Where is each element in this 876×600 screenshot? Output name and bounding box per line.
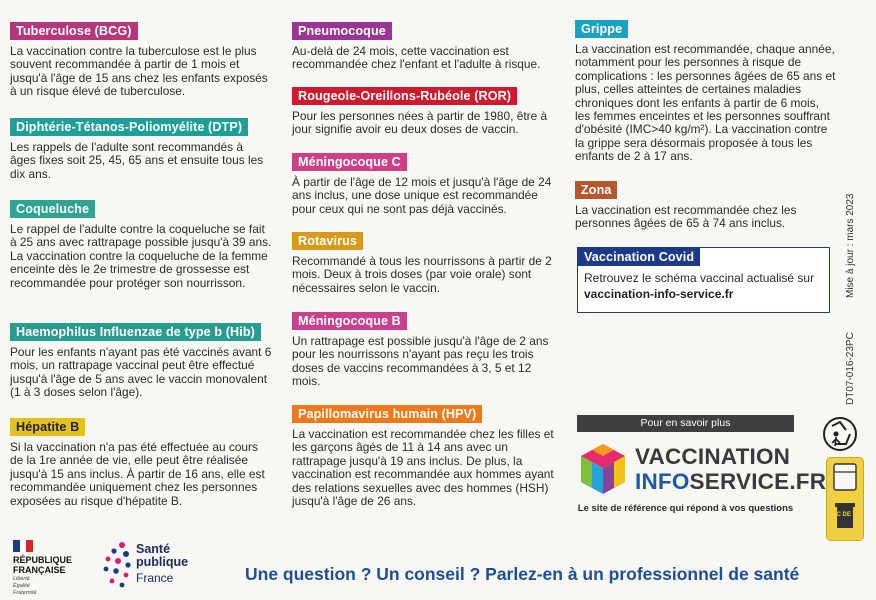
sante-publique-france-logo — [100, 541, 210, 589]
section-coqueluche — [10, 200, 272, 290]
sp-line3: France — [136, 571, 174, 585]
section-hpv — [292, 405, 554, 508]
vis-line1: VACCINATION — [635, 444, 791, 469]
rf-line1: RÉPUBLIQUE — [13, 555, 73, 565]
bac-de-tri-logo — [826, 457, 864, 541]
section-label: Rougeole-Oreillons-Rubéole (ROR) — [292, 87, 517, 105]
section-label: Méningocoque B — [292, 312, 407, 330]
footer-tagline: Une question ? Un conseil ? Parlez-en à un professionnel de santé — [245, 564, 800, 584]
covid-text: Retrouvez le schéma vaccinal actualisé sur — [584, 271, 815, 285]
section-text: Au-delà de 24 mois, cette vaccination est recommandée chez l'enfant et l'adulte à risque. — [292, 44, 541, 72]
section-label: Grippe — [575, 20, 628, 38]
french-flag-icon — [13, 540, 33, 552]
section-hepatite-b — [10, 418, 272, 508]
section-label: Tuberculose (BCG) — [10, 22, 138, 40]
section-text: La vaccination contre la tuberculose est le plus souvent recommandée à partir de 1 mois et jusqu'à l'âge de 15 ans chez les enfants exposés à un risque élevé de tuberculose. — [10, 44, 268, 99]
section-text: Les rappels de l'adulte sont recommandés à âges fixes soit 25, 45, 65 ans et ensuite tous les dix ans. — [10, 140, 264, 181]
section-text: Un rattrapage est possible jusqu'à l'âge de 2 ans pour les nourrissons n'ayant pas reçu les trois doses de vaccins recommandées à 3, 5 et 12 mois. — [292, 334, 549, 389]
section-text: La vaccination est recommandée chez les personnes âgées de 65 à 74 ans inclus. — [575, 203, 797, 231]
pour-en-savoir-plus: Pour en savoir plus — [577, 415, 794, 432]
section-text: La vaccination est recommandée chez les filles et les garçons âgés de 11 à 14 ans avec un rattrapage jusqu'à 19 ans inclus. De plus, la vaccination est recommandée aux hommes ayant des relations sexuelles avec des hommes (HSH) jusqu'à l'âge de 26 ans. — [292, 427, 554, 509]
section-label: Hépatite B — [10, 418, 85, 436]
section-meningocoque-c — [292, 153, 554, 216]
section-text: À partir de l'âge de 12 mois et jusqu'à l'âge de 24 ans inclus, une dose unique est recommandée pour ceux qui ne sont pas déjà vaccinés. — [292, 175, 552, 216]
section-text: Recommandé à tous les nourrissons à partir de 2 mois. Deux à trois doses (par voie orale) sont nécessaires selon le vaccin. — [292, 254, 552, 295]
section-text: Pour les enfants n'ayant pas été vaccinés avant 6 mois, un rattrapage vaccinal peut être effectué jusqu'à l'âge de 5 ans avec le vaccin monovalent (1 à 3 doses selon l'âge). — [10, 345, 272, 400]
section-label: Haemophilus Influenzae de type b (Hib) — [10, 323, 261, 341]
section-hib — [10, 323, 272, 400]
section-label: Méningocoque C — [292, 153, 407, 171]
recycle-info-icon — [827, 458, 863, 540]
sante-publique-dots-icon — [100, 541, 134, 589]
section-label: Pneumocoque — [292, 22, 392, 40]
section-label: Rotavirus — [292, 232, 363, 250]
triman-icon — [822, 416, 860, 452]
section-text: Pour les personnes nées à partir de 1980, être à jour signifie avoir eu deux doses de vaccin. — [292, 109, 548, 137]
section-ror — [292, 87, 554, 137]
section-text: Si la vaccination n'a pas été effectuée au cours de la 1re année de vie, elle peut être réalisée jusqu'à 15 ans inclus. À partir de 16 ans, elle est recommandée uniquement chez les personnes exposées au risque d'hépatite B. — [10, 440, 265, 508]
section-dtp — [10, 118, 272, 181]
vaccination-info-service-logo[interactable] — [577, 442, 827, 498]
vis-service: SERVICE.FR — [689, 469, 827, 494]
vis-info: INFO — [635, 469, 690, 494]
section-label: Coqueluche — [10, 200, 95, 218]
rf-motto3: Fraternité — [13, 590, 37, 596]
section-pneumocoque — [292, 22, 554, 72]
section-text: Le rappel de l'adulte contre la coqueluche se fait à 25 ans avec rattrapage possible jusqu'à 39 ans. La vaccination contre la coqueluche de la femme enceinte dès le 2e trimestre de grossesse est recommandée pour protéger son nourrisson. — [10, 222, 272, 290]
section-zona — [575, 181, 837, 231]
section-meningocoque-b — [292, 312, 554, 389]
republique-francaise-logo — [13, 540, 83, 596]
rf-motto2: Égalité — [13, 583, 30, 589]
section-label: Papillomavirus humain (HPV) — [292, 405, 482, 423]
mise-a-jour: Mise à jour : mars 2023 — [845, 193, 856, 298]
sp-line2: publique — [136, 555, 189, 569]
covid-link[interactable]: vaccination-info-service.fr — [584, 287, 734, 301]
section-grippe — [575, 20, 837, 164]
covid-label: Vaccination Covid — [578, 248, 700, 266]
vis-line2 — [635, 469, 826, 495]
covid-box — [577, 247, 830, 313]
cube-logo-icon — [577, 442, 629, 496]
doc-code: DT07-016-23PC — [845, 332, 856, 405]
rf-motto1: Liberté — [13, 576, 30, 582]
vis-subtitle: Le site de référence qui répond à vos questions — [577, 503, 794, 514]
section-bcg — [10, 22, 272, 99]
section-label: Zona — [575, 181, 617, 199]
section-text: La vaccination est recommandée, chaque année, notamment pour les personnes à risque de complications : les personnes âgées de 65 ans et plus, celles atteintes de certaines maladies chroniques dont les enfants à partir de 6 mois, les femmes enceintes et les personnes souffrant d'obésité (IMC>40 kg/m²). La vaccination contre la grippe sera désormais proposée à tous les enfants de 2 à 17 ans. — [575, 42, 836, 164]
rf-line2: FRANÇAISE — [13, 565, 66, 575]
section-rotavirus — [292, 232, 554, 295]
section-label: Diphtérie-Tétanos-Poliomyélite (DTP) — [10, 118, 248, 136]
bac-de-tri-text: BAC DE TRI — [827, 512, 863, 518]
sp-line1: Santé — [136, 542, 171, 556]
